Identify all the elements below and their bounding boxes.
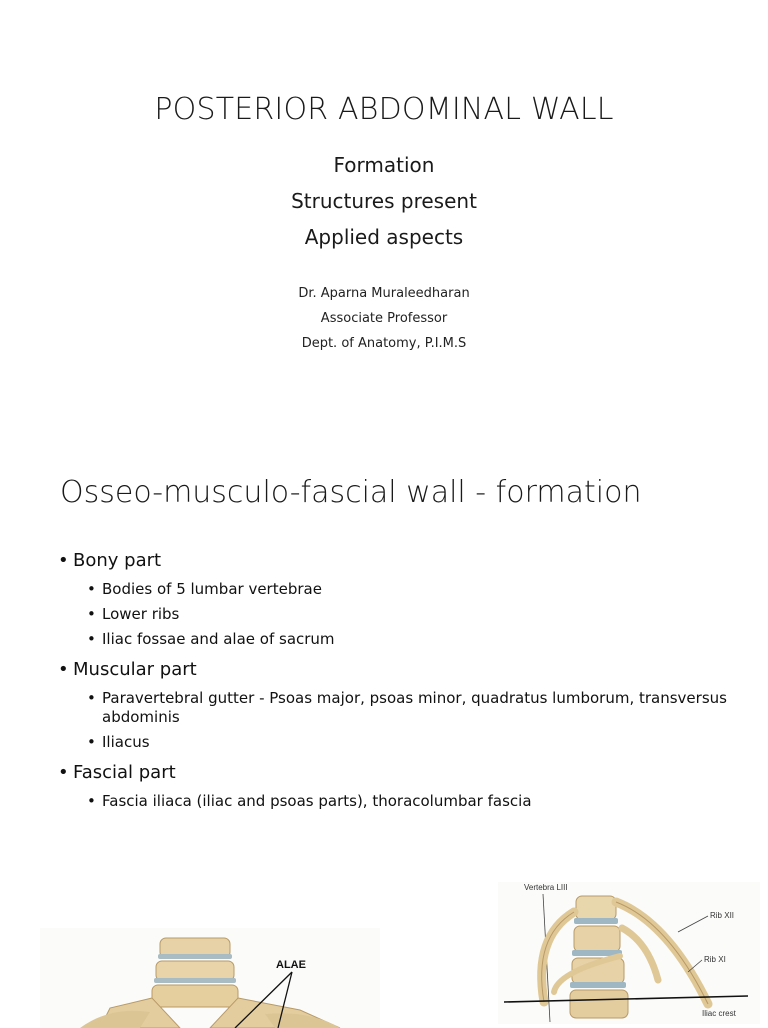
title-slide [0,0,768,420]
slide-title: POSTERIOR ABDOMINAL WALL [154,92,614,127]
author-block [0,281,768,356]
author-name: Dr. Aparna Muraleedharan [298,286,470,301]
bullet-list [58,548,738,817]
subtitle-item: Formation [333,153,435,177]
vertebra-label: Vertebra LIII [524,883,568,892]
bullet-item: • Iliac fossae and alae of sacrum [58,630,738,649]
subtitle-item: Applied aspects [304,225,464,249]
bullet-item: • Bodies of 5 lumbar vertebrae [58,580,738,599]
author-position: Associate Professor [320,311,448,326]
bullet-item: • Lower ribs [58,605,738,624]
author-department: Dept. of Anatomy, P.I.M.S [301,336,467,351]
subtitle-list [0,147,768,255]
bullet-heading: • Muscular part [58,657,738,683]
slide-title: Osseo-musculo-fascial wall - formation [60,475,642,510]
rib-xi-label: Rib XI [704,955,726,964]
bullet-item: • Paravertebral gutter - Psoas major, psoas minor, quadratus lumborum, transversus abdominis [58,689,738,727]
bullet-item: • Iliacus [58,733,738,752]
content-slide [0,420,768,1024]
bullet-heading: • Fascial part [58,760,738,786]
alae-label: ALAE [276,959,306,971]
pelvis-illustration [40,928,380,1028]
subtitle-item: Structures present [291,189,477,213]
bullet-item: • Fascia iliaca (iliac and psoas parts), thoracolumbar fascia [58,792,738,811]
bullet-heading: • Bony part [58,548,738,574]
lumbar-spine-illustration [498,882,760,1024]
iliac-crest-label: Iliac crest [702,1009,736,1018]
rib-xii-label: Rib XII [710,911,735,920]
